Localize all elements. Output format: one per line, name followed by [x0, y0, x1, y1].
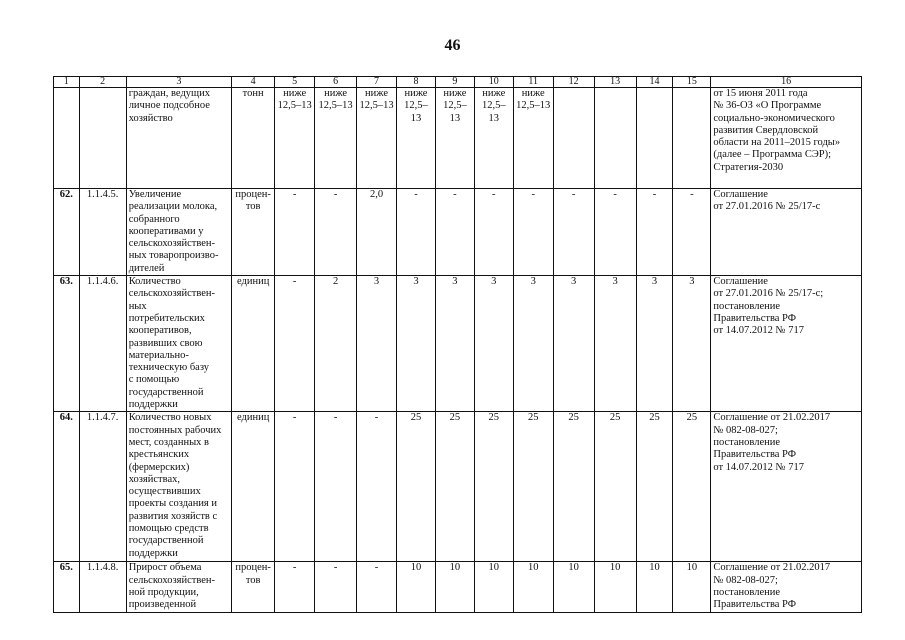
source-cell: от 15 июня 2011 года № 36-ОЗ «О Программе социально-экономического развития Свердловской области на 2011–2015 годы» (далее – Программа СЭР); Стратегия-2030 [711, 88, 862, 189]
value-cell: ниже 12,5–13 [315, 88, 357, 189]
indicator-name-cell: Количество новых постоянных рабочих мест, созданных в крестьянских (фермерских) хозяйствах, осуществивших проекты создания и развития хозяйств с помощью средств государственной поддержки [126, 412, 231, 562]
value-cell: - [315, 412, 357, 562]
column-number-header: 14 [636, 77, 673, 88]
value-cell: ниже 12,5–13 [397, 88, 436, 189]
row-code-cell [79, 88, 126, 189]
table-row [54, 276, 862, 412]
table-body [54, 88, 862, 613]
row-number-cell: 63. [54, 276, 80, 412]
value-cell: - [275, 562, 315, 612]
value-cell: ниже 12,5–13 [513, 88, 553, 189]
source-cell: Соглашение от 27.01.2016 № 25/17-с [711, 189, 862, 276]
column-number-header: 3 [126, 77, 231, 88]
column-number-header: 16 [711, 77, 862, 88]
unit-cell: единиц [232, 412, 275, 562]
value-cell: 3 [594, 276, 636, 412]
value-cell: 3 [435, 276, 474, 412]
value-cell: - [397, 189, 436, 276]
value-cell: - [594, 189, 636, 276]
table-row [54, 88, 862, 189]
column-number-header: 7 [357, 77, 397, 88]
value-cell: 25 [636, 412, 673, 562]
value-cell: 3 [636, 276, 673, 412]
value-cell: 25 [435, 412, 474, 562]
value-cell: - [435, 189, 474, 276]
column-number-header: 8 [397, 77, 436, 88]
source-cell: Соглашение от 21.02.2017 № 082-08-027; постановление Правительства РФ от 14.07.2012 № 717 [711, 412, 862, 562]
row-code-cell: 1.1.4.6. [79, 276, 126, 412]
column-number-header: 15 [673, 77, 711, 88]
value-cell [673, 88, 711, 189]
value-cell: ниже 12,5–13 [275, 88, 315, 189]
value-cell: 3 [513, 276, 553, 412]
value-cell: ниже 12,5–13 [357, 88, 397, 189]
value-cell: 2 [315, 276, 357, 412]
value-cell: - [315, 562, 357, 612]
value-cell: - [636, 189, 673, 276]
column-number-header: 11 [513, 77, 553, 88]
table-row [54, 412, 862, 562]
value-cell: - [673, 189, 711, 276]
column-number-header: 9 [435, 77, 474, 88]
value-cell: - [275, 276, 315, 412]
column-number-header: 4 [232, 77, 275, 88]
row-number-cell: 62. [54, 189, 80, 276]
row-number-cell: 65. [54, 562, 80, 612]
value-cell: - [275, 412, 315, 562]
value-cell: - [315, 189, 357, 276]
value-cell: ниже 12,5–13 [474, 88, 513, 189]
value-cell [636, 88, 673, 189]
row-code-cell: 1.1.4.5. [79, 189, 126, 276]
page-number: 46 [444, 37, 461, 54]
value-cell: 10 [673, 562, 711, 612]
row-code-cell: 1.1.4.8. [79, 562, 126, 612]
indicators-table [53, 76, 862, 613]
value-cell: - [275, 189, 315, 276]
source-cell: Соглашение от 21.02.2017 № 082-08-027; постановление Правительства РФ [711, 562, 862, 612]
header-row [54, 77, 862, 88]
table-row [54, 562, 862, 612]
value-cell: 10 [513, 562, 553, 612]
row-code-cell: 1.1.4.7. [79, 412, 126, 562]
table-row [54, 189, 862, 276]
value-cell: 3 [397, 276, 436, 412]
column-number-header: 1 [54, 77, 80, 88]
value-cell: 25 [594, 412, 636, 562]
value-cell: - [357, 412, 397, 562]
column-number-header: 13 [594, 77, 636, 88]
column-number-header: 10 [474, 77, 513, 88]
indicator-name-cell: Прирост объема сельскохозяйствен- ной продукции, произведенной [126, 562, 231, 612]
value-cell: 25 [474, 412, 513, 562]
value-cell: 25 [513, 412, 553, 562]
value-cell: 3 [553, 276, 594, 412]
source-cell: Соглашение от 27.01.2016 № 25/17-с; постановление Правительства РФ от 14.07.2012 № 717 [711, 276, 862, 412]
value-cell [553, 88, 594, 189]
value-cell: 3 [673, 276, 711, 412]
value-cell: - [357, 562, 397, 612]
value-cell: 10 [636, 562, 673, 612]
column-number-header: 5 [275, 77, 315, 88]
value-cell: 10 [435, 562, 474, 612]
value-cell: 10 [594, 562, 636, 612]
value-cell: 10 [397, 562, 436, 612]
value-cell: 2,0 [357, 189, 397, 276]
value-cell: 10 [553, 562, 594, 612]
column-number-header: 6 [315, 77, 357, 88]
unit-cell: тонн [232, 88, 275, 189]
row-number-cell [54, 88, 80, 189]
value-cell: 10 [474, 562, 513, 612]
value-cell: 25 [397, 412, 436, 562]
unit-cell: процен- тов [232, 562, 275, 612]
indicator-name-cell: Увеличение реализации молока, собранного кооперативами у сельскохозяйствен- ных товаропроизво- дителей [126, 189, 231, 276]
indicator-name-cell: граждан, ведущих личное подсобное хозяйство [126, 88, 231, 189]
unit-cell: единиц [232, 276, 275, 412]
value-cell: 25 [553, 412, 594, 562]
value-cell: - [553, 189, 594, 276]
value-cell: - [474, 189, 513, 276]
column-number-header: 12 [553, 77, 594, 88]
value-cell [594, 88, 636, 189]
value-cell: 3 [474, 276, 513, 412]
indicator-name-cell: Количество сельскохозяйствен- ных потребительских кооперативов, развивших свою материально- техническую базу с помощью государственной поддержки [126, 276, 231, 412]
unit-cell: процен- тов [232, 189, 275, 276]
row-number-cell: 64. [54, 412, 80, 562]
column-number-header: 2 [79, 77, 126, 88]
value-cell: - [513, 189, 553, 276]
value-cell: 3 [357, 276, 397, 412]
value-cell: ниже 12,5–13 [435, 88, 474, 189]
value-cell: 25 [673, 412, 711, 562]
